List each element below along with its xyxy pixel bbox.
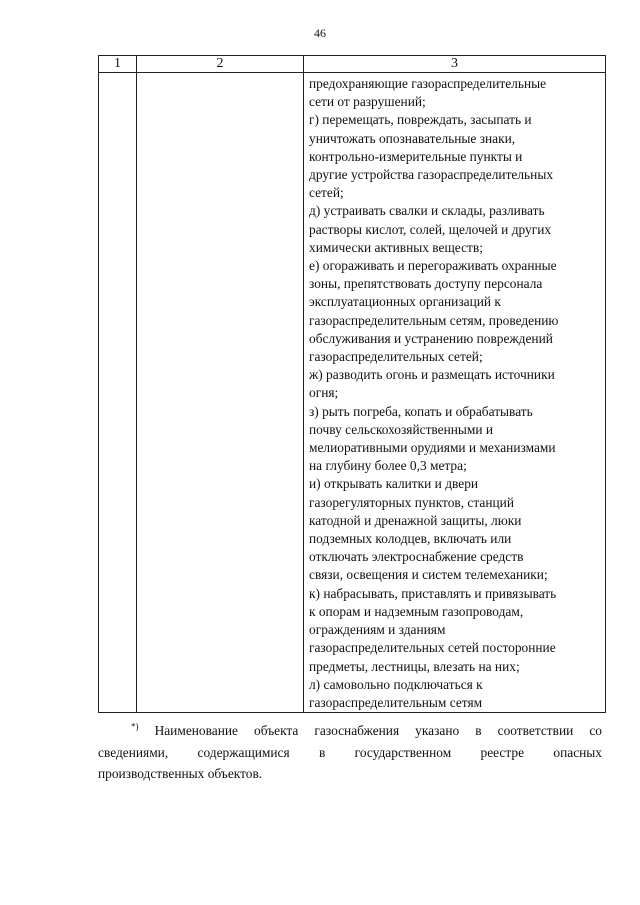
text-line: к) набрасывать, приставлять и привязывать	[309, 585, 557, 601]
text-line: предохраняющие газораспределительные	[309, 76, 547, 91]
text-line: газораспределительных сетей;	[309, 349, 483, 365]
text-line: отключать электроснабжение средств	[309, 549, 524, 565]
footnote	[98, 720, 602, 785]
text-line: з) рыть погреба, копать и обрабатывать	[309, 403, 533, 419]
footnote-line: сведениями, содержащимися в государственном реестре опасных	[98, 744, 602, 760]
text-line: уничтожать опознавательные знаки,	[309, 130, 516, 146]
text-line: и) открывать калитки и двери	[309, 476, 479, 492]
text-line: зоны, препятствовать доступу персонала	[309, 276, 543, 292]
footnote-marker: *)	[131, 721, 139, 732]
text-line: к опорам и надземным газопроводам,	[309, 603, 524, 619]
prohibitions-text-cell	[304, 73, 606, 713]
text-line: связи, освещения и систем телемеханики;	[309, 567, 548, 583]
table-row	[99, 73, 606, 713]
text-line: газораспределительных сетей посторонние	[309, 640, 556, 656]
text-line: ж) разводить огонь и размещать источники	[309, 367, 555, 383]
text-line: газораспределительным сетям, проведению	[309, 312, 559, 328]
footnote-text: Наименование объекта газоснабжения указано в соответствии со	[154, 723, 602, 738]
text-line: сетей;	[309, 185, 344, 201]
column-header-2: 2	[137, 56, 304, 73]
text-line: обслуживания и устранению повреждений	[309, 330, 553, 346]
column-header-1: 1	[99, 56, 137, 73]
column-2-cell	[137, 73, 304, 713]
text-line: предметы, лестницы, влезать на них;	[309, 658, 520, 674]
text-line: растворы кислот, солей, щелочей и других	[309, 221, 552, 237]
column-1-cell	[99, 73, 137, 713]
text-line: огня;	[309, 385, 339, 401]
text-line: г) перемещать, повреждать, засыпать и	[309, 112, 532, 128]
table-header-row	[99, 56, 606, 73]
requirements-table	[98, 55, 606, 713]
text-line: газорегуляторных пунктов, станций	[309, 494, 515, 510]
footnote-line	[98, 720, 602, 742]
text-line: е) огораживать и перегораживать охранные	[309, 258, 557, 274]
page-number: 46	[314, 26, 326, 40]
text-line: подземных колодцев, включать или	[309, 531, 512, 547]
footnote-line: производственных объектов.	[98, 766, 263, 781]
text-line: контрольно-измерительные пункты и	[309, 148, 523, 164]
text-line: ограждениям и зданиям	[309, 622, 446, 638]
text-line: на глубину более 0,3 метра;	[309, 458, 467, 474]
text-line: почву сельскохозяйственными и	[309, 421, 494, 437]
text-line: газораспределительным сетям	[309, 694, 483, 710]
text-line: л) самовольно подключаться к	[309, 676, 483, 692]
text-line: эксплуатационных организаций к	[309, 294, 501, 310]
text-line: катодной и дренажной защиты, люки	[309, 512, 522, 528]
text-line: д) устраивать свалки и склады, разливать	[309, 203, 545, 219]
text-line: мелиоративными орудиями и механизмами	[309, 440, 556, 456]
text-line: химически активных веществ;	[309, 239, 483, 255]
text-line: другие устройства газораспределительных	[309, 167, 554, 183]
column-header-3: 3	[304, 56, 606, 73]
text-line: сети от разрушений;	[309, 94, 426, 110]
